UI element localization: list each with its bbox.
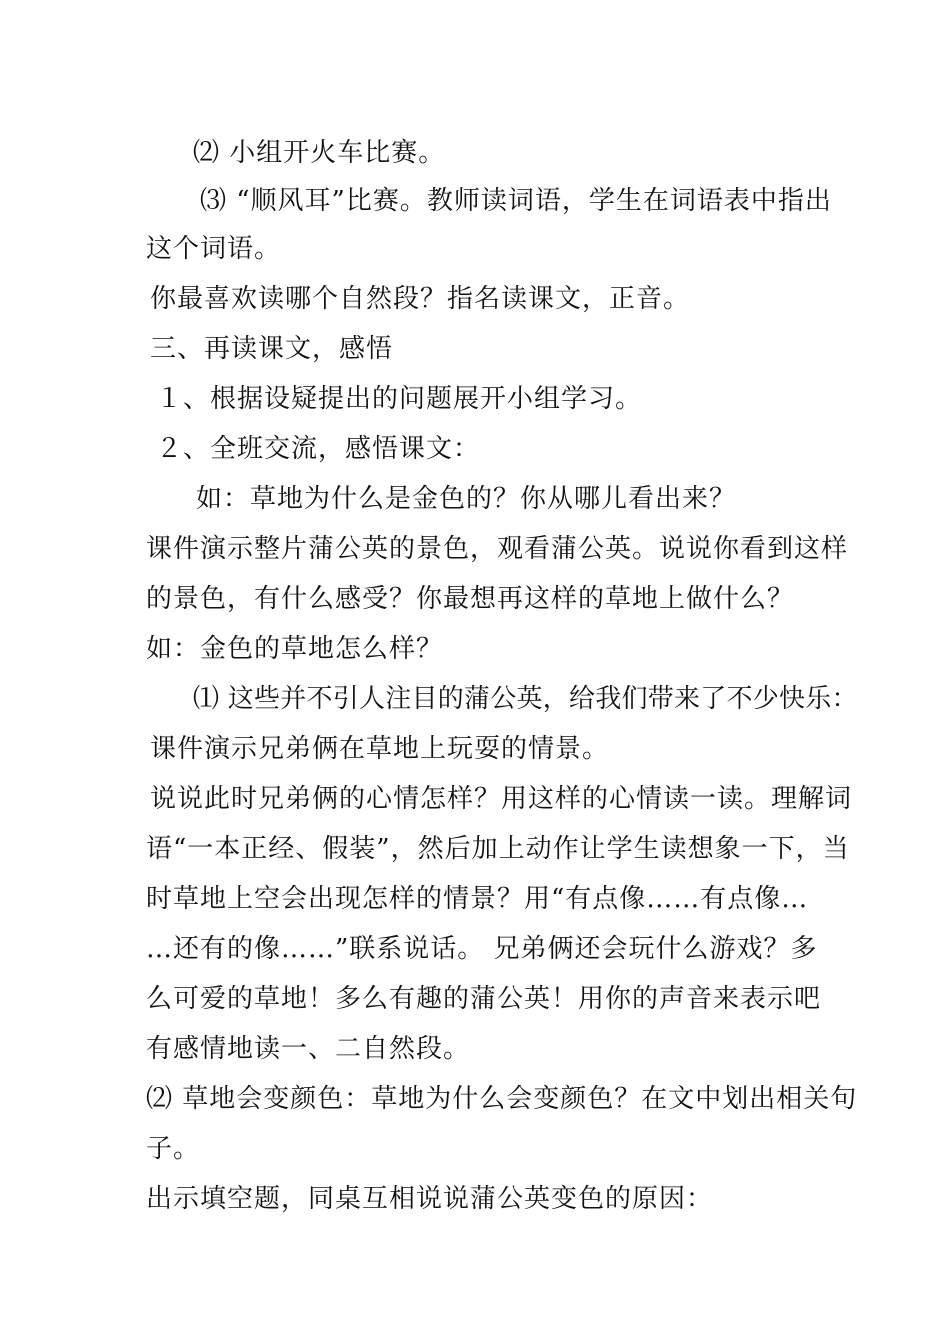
text-line: 出示填空题，同桌互相说说蒲公英变色的原因： (146, 1184, 714, 1214)
text-line: 课件演示兄弟俩在草地上玩耍的情景。 (150, 734, 610, 764)
text-line: ⑶ “顺风耳”比赛。教师读词语，学生在词语表中指出 (200, 186, 832, 216)
text-line: 你最喜欢读哪个自然段？指名读课文，正音。 (150, 284, 691, 314)
text-line: …还有的像……”联系说话。 兄弟俩还会玩什么游戏？多 (146, 934, 818, 964)
list-item: ２、全班交流，感悟课文： (156, 434, 481, 464)
text-line: ⑵ 小组开火车比赛。 (193, 138, 446, 168)
text-line: 子。 (146, 1134, 201, 1164)
text-line: 的景色，有什么感受？你最想再这样的草地上做什么？ (146, 584, 795, 614)
text-line: 说说此时兄弟俩的心情怎样？用这样的心情读一读。理解词 (150, 784, 853, 814)
text-line: 如：金色的草地怎么样？ (146, 634, 444, 664)
text-line: 这个词语。 (146, 234, 282, 264)
list-item: １、根据设疑提出的问题展开小组学习。 (156, 384, 643, 414)
section-heading: 三、再读课文，感悟 (150, 334, 394, 364)
text-line: ⑵ 草地会变颜色：草地为什么会变颜色？在文中划出相关句 (146, 1084, 858, 1114)
text-line: 课件演示整片蒲公英的景色，观看蒲公英。说说你看到这样 (146, 534, 849, 564)
text-line: 语“一本正经、假装”，然后加上动作让学生读想象一下，当 (146, 834, 850, 864)
text-line: ⑴ 这些并不引人注目的蒲公英，给我们带来了不少快乐： (193, 684, 858, 714)
text-line: 时草地上空会出现怎样的情景？用“有点像……有点像… (146, 884, 809, 914)
text-line: 么可爱的草地！多么有趣的蒲公英！用你的声音来表示吧 (146, 984, 822, 1014)
text-line: 有感情地读一、二自然段。 (146, 1034, 471, 1064)
text-line: 如：草地为什么是金色的？你从哪儿看出来？ (196, 484, 737, 514)
